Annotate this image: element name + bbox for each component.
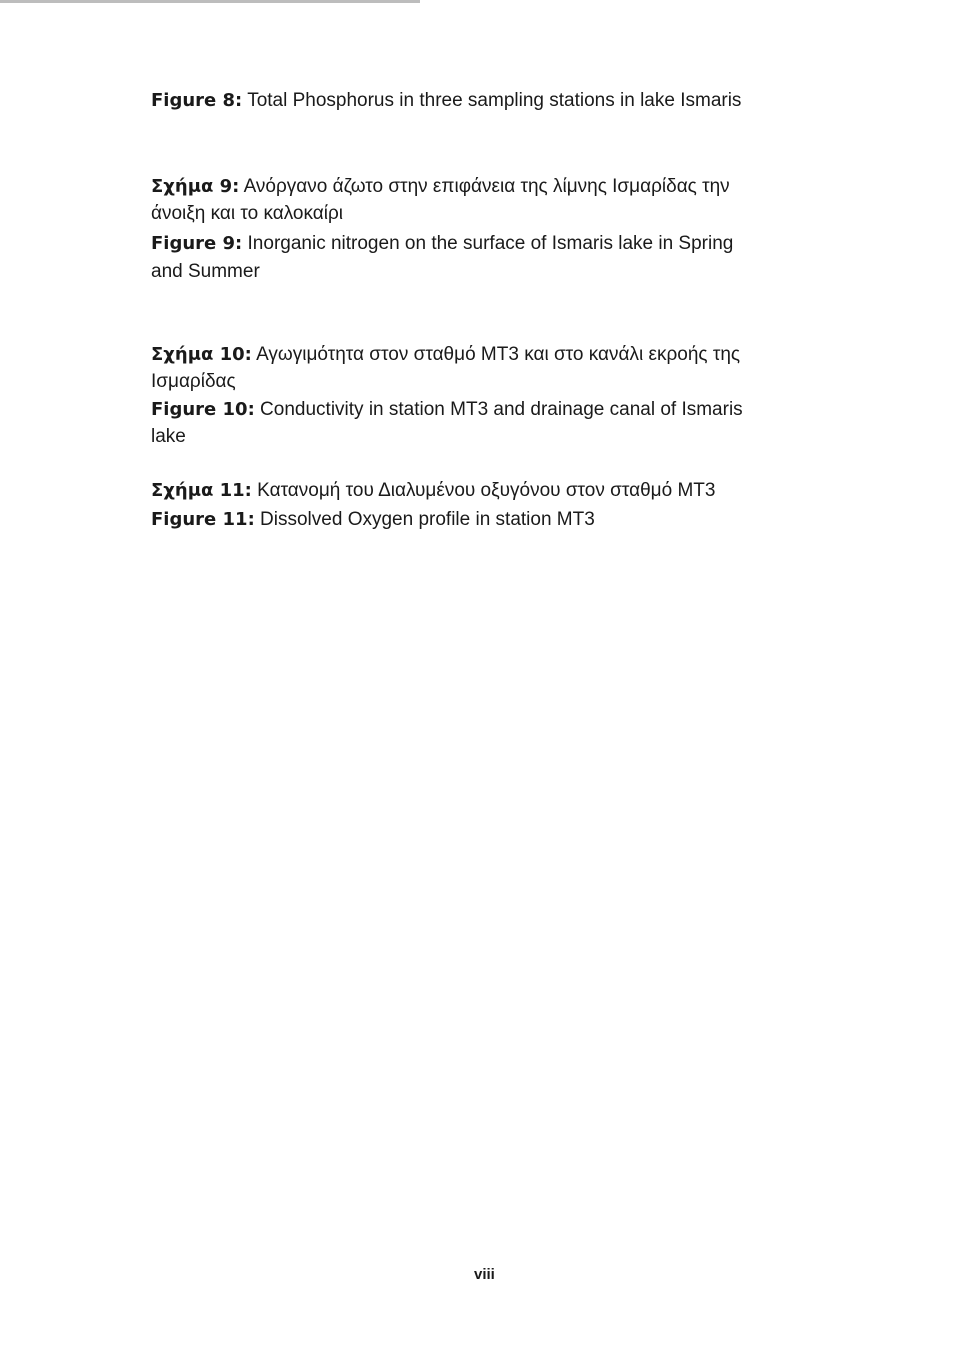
caption-text: Conductivity in station MT3 and drainage canal of Ismaris bbox=[260, 399, 743, 420]
schima-9-caption-cont: άνοιξη και το καλοκαίρι bbox=[151, 203, 343, 224]
schima-10-caption bbox=[151, 343, 740, 367]
figure-9-caption-cont: and Summer bbox=[151, 261, 260, 282]
figure-10-caption-cont: lake bbox=[151, 426, 186, 447]
scan-edge-line bbox=[0, 0, 420, 3]
schima-11-caption bbox=[151, 479, 715, 503]
figure-8-caption bbox=[151, 89, 741, 113]
caption-label: Σχήμα 10: bbox=[151, 344, 252, 365]
page-number: viii bbox=[474, 1266, 495, 1283]
schima-10-caption-cont: Ισμαρίδας bbox=[151, 371, 236, 392]
caption-text: Αγωγιμότητα στον σταθμό ΜΤ3 και στο κανάλι εκροής της bbox=[256, 344, 741, 365]
caption-text: Total Phosphorus in three sampling stations in lake Ismaris bbox=[247, 90, 742, 111]
caption-label: Figure 10: bbox=[151, 399, 255, 420]
caption-label: Σχήμα 11: bbox=[151, 480, 252, 501]
figure-10-caption bbox=[151, 398, 743, 422]
caption-label: Figure 11: bbox=[151, 509, 255, 530]
caption-text: Inorganic nitrogen on the surface of Ismaris lake in Spring bbox=[247, 233, 734, 254]
figure-11-caption bbox=[151, 508, 595, 532]
caption-text: Dissolved Oxygen profile in station MT3 bbox=[260, 509, 595, 530]
schima-9-caption bbox=[151, 175, 730, 199]
caption-label: Σχήμα 9: bbox=[151, 176, 240, 197]
caption-label: Figure 9: bbox=[151, 233, 243, 254]
caption-text: Ανόργανο άζωτο στην επιφάνεια της λίμνης Ισμαρίδας την bbox=[243, 176, 730, 197]
caption-label: Figure 8: bbox=[151, 90, 243, 111]
figure-9-caption bbox=[151, 232, 733, 256]
caption-text: Κατανομή του Διαλυμένου οξυγόνου στον σταθμό ΜΤ3 bbox=[257, 480, 716, 501]
